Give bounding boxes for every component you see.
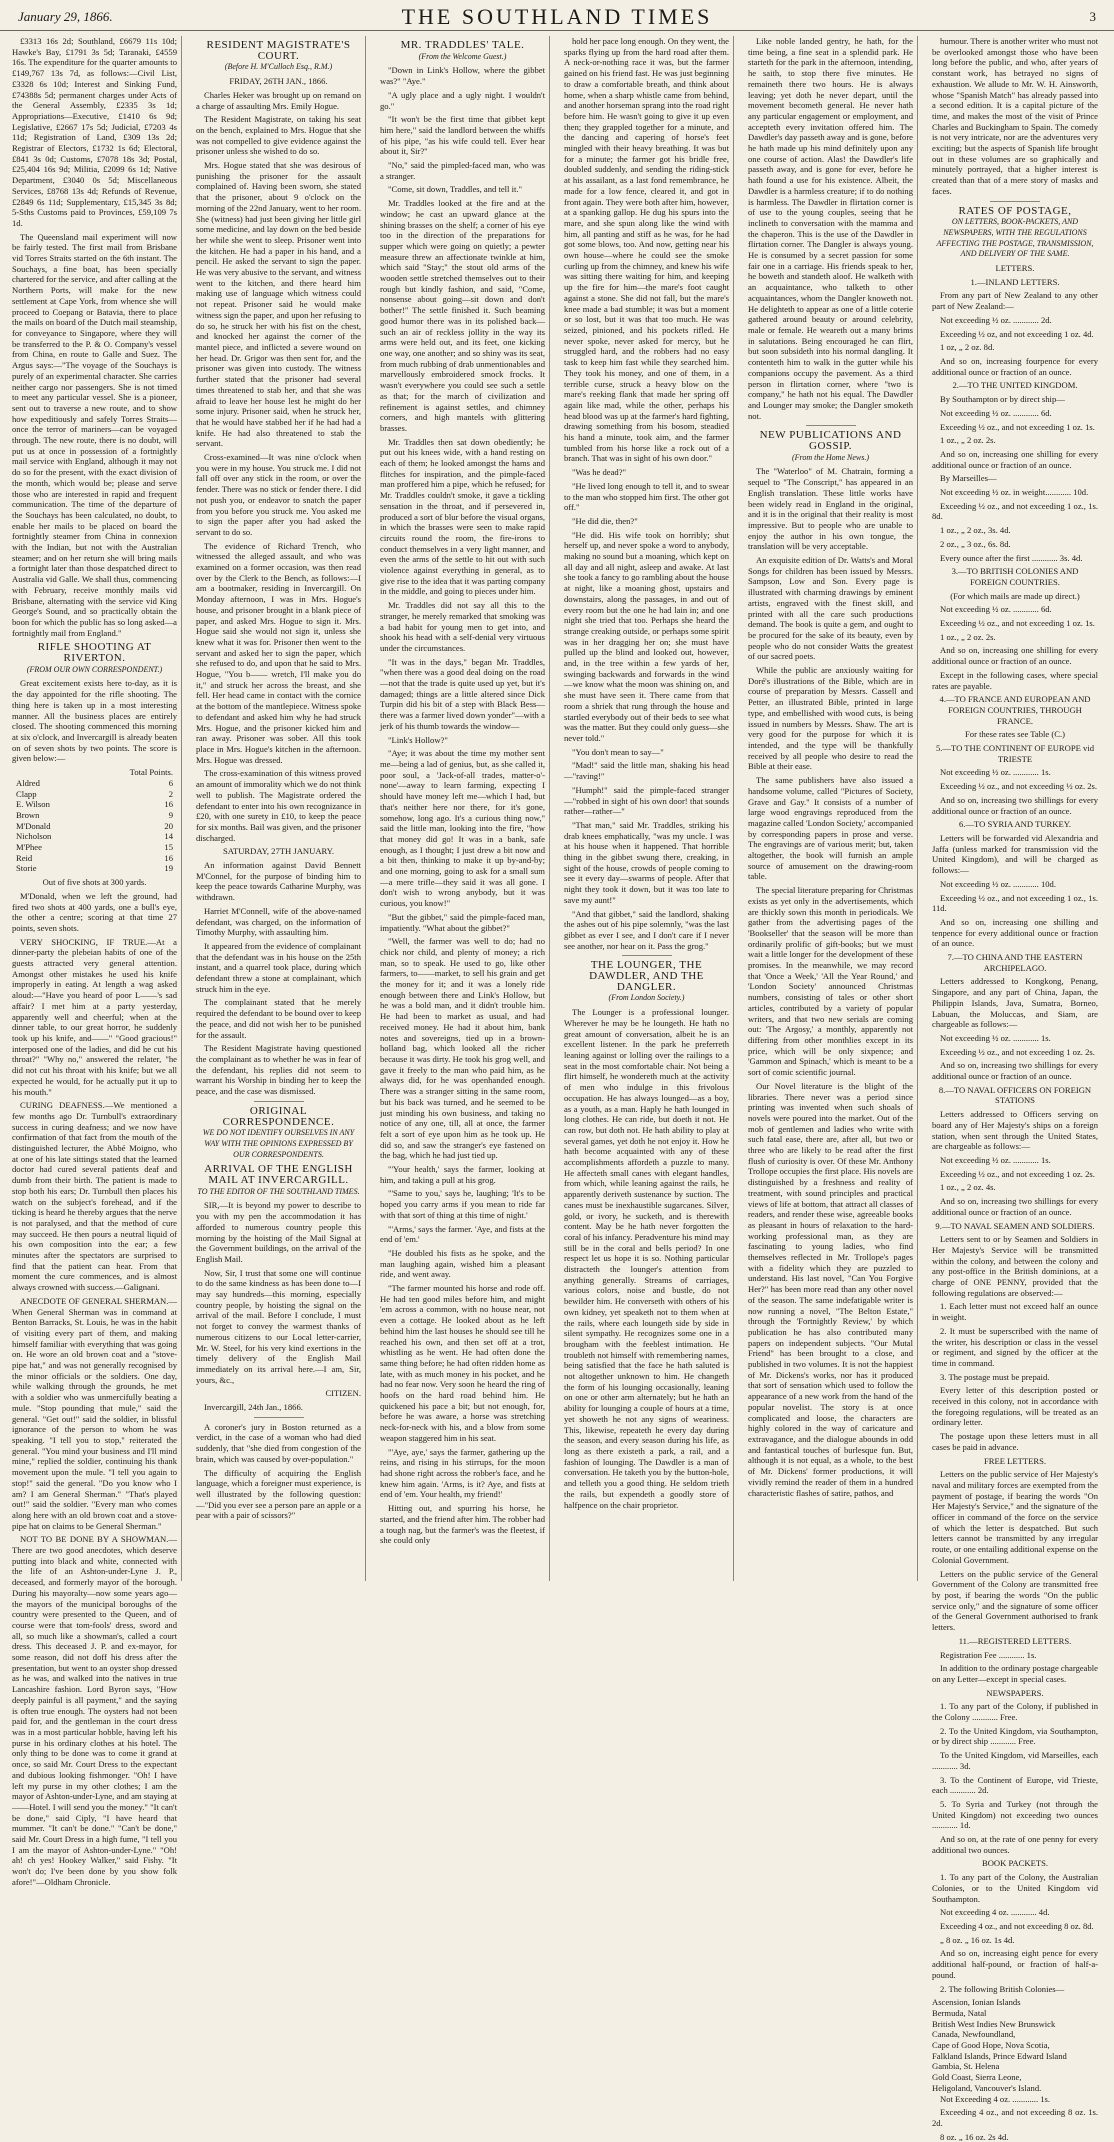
paragraph: Mr. Traddles did not say all this to the stranger, he merely remarked that smoking was a bad habit for young men to get into, and shook his head with a self-denial very virtuous under the circumstances.	[380, 600, 545, 653]
paragraph: "Aye; it was about the time my mother sent me—being a lad of genius, but, as she called it, poor soul, a 'Jack-of-all trades, matter-o'-none'—away to learn farming, expecting I should have money left me—which I had, but that's neither here nor there, for it's gone, somehow, long ago. It's a curious thing now," said the little man, looking into the fire, "how that money did go! It was in a bank, safe enough, as I thought; I just drew a bit now and a bit then, thinking to make it up by-and-by; and one morning, going to ask for a small sum—a mere trifle—they said it was all gone. I don't wish to wrong anybody, but it was curious, you know!"	[380, 748, 545, 909]
rate-line: 1 oz., „ 2 oz. 2s.	[940, 631, 996, 642]
masthead	[0, 0, 1114, 31]
paragraph: "'Arms,' says the farmer. 'Aye, and fists at the end of 'em.'	[380, 1223, 545, 1245]
rate-line: And so on, increasing two shillings for every additional ounce or fraction of an ounce.	[932, 1060, 1098, 1082]
paragraph: CURING DEAFNESS.—We mentioned a few months ago Dr. Turnbull's extraordinary success in curing deafness; and we now have confirmation of that fact from the mouth of the distinguished lecturer, the Abbé Moigno, who at one of his late sittings stated that the learned doctor had cured several patients deaf and dumb from their birth. The patient is made to stop both his ears; Dr. Turnbull then places his watch on the subject's forehead, and if the ticking is heard he thereby argues that the nerve is not paralysed, and that the method of cure may succeed. He then pours a neutral liquid of his own composition into the ear; a few minutes after the spectators are surprised to find that the patient can hear. From that moment the cure commences, and is almost always crowned with success.—Galignani.	[12, 1100, 177, 1293]
article-subheading: (From the Welcome Guest.)	[418, 51, 507, 61]
table-row: Reid 16	[16, 852, 173, 863]
rate-line: 3. The postage must be prepaid.	[940, 1371, 1050, 1382]
article-heading: MR. TRADDLES' TALE.	[400, 39, 525, 51]
article-heading: NEW PUBLICATIONS AND GOSSIP.	[759, 429, 902, 453]
paragraph: "'Same to you,' says he, laughing; 'It's to be hoped you carry arms if you mean to ride far with that sort of thing at this time of night.'	[380, 1188, 545, 1220]
rate-line: Registration Fee ............ 1s.	[940, 1649, 1037, 1660]
paragraph: The Resident Magistrate, on taking his seat on the bench, explained to Mrs. Hogue that she was not compelled to give evidence against the prisoner unless she wished to do so.	[196, 114, 361, 157]
subsection-heading: 6.—TO SYRIA AND TURKEY.	[959, 819, 1071, 830]
rate-line: By Southampton or by direct ship—	[940, 394, 1065, 405]
dateline: SATURDAY, 27TH JANUARY.	[222, 846, 335, 857]
paragraph: "And that gibbet," said the landlord, shaking the ashes out of his pipe solemnly, "was the last gibbet as ever I see, and I don't care if I never see another, nor hear on it. Pass the grog."	[564, 908, 729, 951]
list-item: Canada, Newfoundland,	[932, 2029, 1016, 2040]
letter-address: TO THE EDITOR OF THE SOUTHLAND TIMES.	[197, 1186, 360, 1196]
paragraph: ANECDOTE OF GENERAL SHERMAN.—When General Sherman was in command at Benton Barracks, St. Louis, he was in the habit of visiting every part of them, and making himself familiar with everything that was going on. He wore an old brown coat and a "stove-pipe hat," and was not generally recognised by the minor officials or the soldiers. One day, while walking through the grounds, he met with a soldier who was unmercifully beating a mule. "Stop pounding that mule," said the general. "Get out!" said the soldier, in blissful ignorance of the person to whom he was speaking. "I tell you to stop," reiterated the general. "You mind your business and I'll mind mine," replied the soldier, continuing his thank movement upon the mule. "I tell you again to stop!" said the general. "Do you know who I am? I am General Sherman." "That's played out!" said the soldier. "Every man who comes along here with an old brown coat and a stove-pipe hat on claims to be General Sherman."	[12, 1295, 177, 1531]
subsection-heading: 11.—REGISTERED LETTERS.	[958, 1635, 1072, 1646]
paragraph: An exquisite edition of Dr. Watts's and Moral Songs for children has been issued by Messrs. Sampson, Low and Son. Every page is illustrated with charming drawings by eminent artists, engraved with the finest skill, and printed with all the care such productions demand. The book is quite a gem, and ought to be procured for the sake of its beauty, even by people who do not consider Watts the greatest of our sacred poets.	[748, 555, 913, 662]
paragraph: Like noble landed gentry, he hath, for the time being, a fine seat in a splendid park. He starteth for the park in the afternoon, intending, he saith, to stop there five minutes. He remaineth there two hours. He is always leaving; yet doth he never depart, until the movement becometh general. He never hath any particular engagement or employment, and accepteth every invitation offered him. The Dawdler's day passeth away and is gone, before he hath made up his mind definitely upon any one course of action. Alas! the Dawdler's life passeth away, and is gone for ever, before he hath found a use for his existence. Albeit, the Dawdler is a harmless creature; if to do nothing is harmless. The Dawdler in flirtation corner is of use to the young couples, seeing that he inclineth to conversation with the mamma and the chaperon. This is the use of the Dawdler in flirtation corner. The Dangler is always young. He is consumed by a secret passion for some fair one in a carriage. His friends speak to her, he boweth and standeth aloof. He walketh with an acquaintance, who talketh to other acquaintances, whom the Dangler knoweth not. He delighteth to appear as one of a little coterie gathered around beauty or around celebrity, male or female. He weareth out a many brims in salutations. Being encouraged he can flirt, but soon subsideth into his normal dangling. It contenteth him to walk in the gutter while his companions occupy the pavement. As a third person in flirtation corner, where "two is company," he hath not his equal. The Dawdler and Lounger may smoke; the Dangler smoketh not.	[748, 36, 913, 421]
subsection-heading: 2.—TO THE UNITED KINGDOM.	[952, 380, 1078, 391]
rate-line: To the United Kingdom, vid Marseilles, each ............ 3d.	[932, 1750, 1098, 1771]
article-heading: RESIDENT MAGISTRATE'S COURT.	[206, 39, 351, 62]
rate-line: Letters sent to or by Seamen and Soldiers in Her Majesty's Service will be transmitted within the colony, and between the colony and any post-office in the British dominions, at a charge of ONE PENNY, provided that the following regulations are observed:—	[932, 1234, 1098, 1298]
rate-line: Not exceeding ½ oz. ............ 6d.	[940, 407, 1052, 418]
subsection-heading: FREE LETTERS.	[983, 1455, 1047, 1466]
paragraph: The complainant stated that he merely required the defendant to be bound over to keep the peace, and did not wish her to be punished for the assault.	[196, 997, 361, 1040]
paragraph: The same publishers have also issued a handsome volume, called "Pictures of Society, Grave and Gay." It consists of a number of large wood engravings reproduced from the magazine called 'London Society,' accompanied by corresponding papers in prose and verse. The engravings are of various merit; but, taken altogether, the book will furnish an ample source of amusement on the drawing-room table.	[748, 775, 913, 882]
list-item: British West Indies New Brunswick	[932, 2018, 1056, 2029]
paragraph: "He lived long enough to tell it, and to swear to the man who stopped him first. The other got off."	[564, 480, 729, 513]
table-row: Clapp 2	[16, 788, 173, 799]
divider	[254, 1417, 304, 1418]
rate-line: Exceeding ½ oz., and not exceeding 1 oz. 2s.	[940, 1168, 1095, 1179]
paragraph: "The farmer mounted his horse and rode off. He had ten good miles before him, and might 'em across a common, with no house near, not even a cottage. He looked about as he left behind him the last houses he should see till he reached his own, and then set off at a trot, whistling as he went. He had often done the same thing before; he had often ridden home as late, with as much money in his pocket, and he had no fear now. Very soon he heard the ring of hoofs on the hard road behind him. He quickened his pace a bit; but not enough, for, before he was aware, a horse was stretching neck-for-neck with his, and a blow from some weapon staggered him in his seat.	[380, 1283, 545, 1443]
rate-line: Not exceeding ½ oz. ............ 1s.	[940, 1154, 1051, 1165]
rate-line: Exceeding ½ oz., and not exceeding ½ oz. 2s.	[940, 781, 1098, 792]
paragraph: The Resident Magistrate having questioned the complainant as to whether he was in fear of the defendant, his replies did not seem to warrant his Worship in binding her to keep the peace, and the case was dismissed.	[196, 1043, 361, 1097]
rate-line: 1. To any part of the Colony, if published in the Colony ............ Free.	[932, 1701, 1098, 1723]
divider	[622, 955, 672, 956]
rate-line: Not exceeding ½ oz. ............ 1s.	[940, 1032, 1051, 1043]
paragraph: Now, Sir, I trust that some one will continue to do the same kindness as has been done to—I may say hundreds—this morning, especially country people, by hoisting the signal on the arrival of the mail. Before I conclude, I must not forget to convey the warmest thanks of numerous citizens to our Local letter-carrier, Mr. W. Steel, for his very kind exertions in the timely delivery of the English Mail immediately on its arrival here.—I am, Sir, yours, &c.,	[196, 1267, 361, 1385]
table-row: Brown 9	[16, 809, 173, 820]
paragraph: "No," said the pimpled-faced man, who was a stranger.	[380, 160, 545, 181]
rate-line: For these rates see Table (C.)	[965, 729, 1065, 740]
rate-line: 3. To the Continent of Europe, vid Trieste, each ............ 2d.	[932, 1774, 1098, 1796]
rate-line: Exceeding ½ oz., and not exceeding 1 oz., 1s. 8d.	[932, 500, 1098, 522]
rate-line: 8 oz. „ 16 oz. 2s 4d.	[940, 2131, 1009, 2142]
rate-line: Every letter of this description posted or received in this colony, not in accordance with the foregoing regulations, will be treated as an ordinary letter.	[932, 1385, 1098, 1428]
disclaimer: WE DO NOT IDENTIFY OURSELVES IN ANY WAY WITH THE OPINIONS EXPRESSED BY OUR CORRESPONDENTS.	[202, 1128, 355, 1159]
paragraph: It appeared from the evidence of complainant that the defendant was in his house on the 25th instant, and a quarrel took place, during which defendant threw a stone at complainant, which struck him in the eye.	[196, 940, 361, 994]
subsection-heading: NEWSPAPERS.	[986, 1687, 1044, 1698]
column-6	[932, 36, 1102, 2142]
subsection-heading: 7.—TO CHINA AND THE EASTERN ARCHIPELAGO.	[947, 952, 1083, 973]
article-heading: RIFLE SHOOTING AT RIVERTON.	[37, 641, 152, 665]
paragraph: Charles Heker was brought up on remand on a charge of assaulting Mrs. Emily Hogue.	[196, 89, 361, 111]
rate-line: 2. To the United Kingdom, via Southampton, or by direct ship ............ Free.	[932, 1725, 1098, 1747]
rate-line: In addition to the ordinary postage chargeable on any Letter—except in special cases.	[932, 1663, 1098, 1684]
paragraph: "'Your health,' says the farmer, looking at him, and taking a pull at his grog.	[380, 1164, 545, 1185]
article-subheading: (From London Society.)	[608, 993, 685, 1003]
rate-line: Letters will be forwarded vid Alexandria and Jaffa (unless marked for transmission vid the United Kingdom), and will be charged as follows:—	[932, 833, 1098, 876]
rate-line: 1. To any part of the Colony, the Australian Colonies, or to the United Kingdom vid Southampton.	[932, 1872, 1098, 1904]
table-row: M'Phee 15	[16, 842, 173, 853]
paragraph: Cross-examined—It was nine o'clock when you were in my house. You struck me. I did not fall off over any stick in the room, or over the fender. There was no stick or fender there. I did not push you, or endeavor to snatch the paper from you before you struck me. You asked me to sign the paper after you had asked the servant to do so.	[196, 452, 361, 537]
paragraph: Mrs. Hogue stated that she was desirous of punishing the prisoner for the assault complained of. Having been sworn, she stated that the prisoner, about 9 o'clock on the morning of the 22nd January, went to her room. She (witness) had just been giving her little girl some medicine, and lay down on the bed beside her while she went to sleep. Prisoner went into the kitchen. He had a paper in his hand, and a pencil. He asked the servant to sign the paper. He was very abusive to the servant, and witness went to the kitchen, and there heard him making use of language which witness could not repeat. Prisoner said he would make witness sign the paper, and upon her refusing to do so, he struck her with his fist on the chest, and knocked her against the corner of the mantel piece, and inflicted a severe wound on her head. Dr. Grigor was then sent for, and the prisoner was given into custody. The witness further stated that the prisoner had several times threatened to stab her, and that she was afraid to leave her house lest he might do her some injury. Prisoner said, when he struck her, that he would have stabbed her if he had had a knife. He had also threatened to stab the servant.	[196, 160, 361, 449]
rate-line: And so on, increasing eight pence for every additional half-pound, or fraction of half-a-pound.	[932, 1948, 1098, 1980]
article-heading: THE LOUNGER, THE DAWDLER, AND THE DANGLER.	[589, 959, 704, 993]
paragraph: "Come, sit down, Traddles, and tell it."	[388, 184, 523, 195]
rate-line: 1. Each letter must not exceed half an ounce in weight.	[932, 1301, 1098, 1323]
subsection-heading: 3.—TO BRITISH COLONIES AND FOREIGN COUNTRIES.	[951, 566, 1079, 587]
rate-line: And so on, increasing two shillings for every additional ounce or fraction of an ounce.	[932, 1196, 1098, 1217]
divider	[990, 201, 1040, 202]
article-subheading: ON LETTERS, BOOK-PACKETS, AND NEWSPAPERS, WITH THE REGULATIONS AFFECTING THE POSTAGE, TRANSMISSION, AND DELIVERY OF THE SAME.	[936, 217, 1094, 259]
rate-line: And so on, increasing one shilling and tenpence for every additional ounce or fraction of an ounce.	[932, 916, 1098, 949]
paragraph: The difficulty of acquiring the English language, which a foreigner must experience, is well illustrated by the following question:—"Did you ever see a person pare an apple or a pear with a pair of scissors?"	[196, 1467, 361, 1521]
rate-line: 1 oz., „ 2 oz., 3s. 4d.	[940, 525, 1011, 536]
rate-line: 1 oz., „ 2 oz. 4s.	[940, 1182, 996, 1193]
paragraph: "A ugly place and a ugly night. I wouldn't go."	[380, 89, 545, 111]
rate-line: Not exceeding ½ oz. ............ 10d.	[940, 878, 1056, 889]
rate-line: 2 oz., „ 3 oz., 6s. 8d.	[940, 538, 1011, 549]
column-2	[196, 36, 366, 1581]
rate-line: Not exceeding ½ oz. in weight............ 10d.	[940, 487, 1089, 498]
paragraph: "Well, the farmer was well to do; had no chick nor child, and plenty of money; a rich man, so to speak. He used to go, like other farmers, to——market, to sell his grain and get the money for it; and it was a lonely ride enough between there and Link's Hollow, but he was a bold man, and it didn't trouble him. He had been to market as usual, and had received money. He had it about him, bank notes and sovereigns, tied up in a brown-holland bag, which looked all the richer because it was dirty. He took his grog well, and gave it freely to the man who paid him, as he always did, for he was openhanded enough. There was a stranger sitting in the same room, but his back was turned, and he seemed to be just minding his own business, and taking no notice of any one, till, all at once, the farmer felt a sort of eye upon him as he took up. He did so, and saw the stranger's eye fastened on the bag, which he had just tied up.	[380, 936, 545, 1161]
rate-line: Letters addressed to Kongkong, Penang, Singapore, and any part of China, Japan, the Philippin Islands, Java, Sumatra, Borneo, Labuan, the Moluccas, and Siam, are chargeable as follows:—	[932, 976, 1098, 1030]
columns	[12, 36, 1102, 2142]
paragraph: "He did. His wife took on horribly; shut herself up, and never spoke a word to anybody, making no sound but a moaning, which kept on all day and all night, asleep and awake. At last she took a fancy to go rambling about the house at night, like a moaning ghost, upstairs and downstairs, along the passages, in and out of every room but the one he had lain in; and one night she tried that too. Perhaps she heard the strange creaking outside, or perhaps some spirit was in her dragging her on; she must have pulled up the blind and looked out, however, and, in the tree within a few yards of her, swinging backwards and forwards in the wind—we know what the moon was shining on, and she must have seen it. There came from that room a shriek that rung through the house and startled everybody out of their beds to see what was the matter. But they could only guess—she never told."	[564, 529, 729, 743]
list-item: Falkland Islands, Prince Edward Island	[932, 2050, 1067, 2061]
rate-line: Exceeding ½ oz., and not exceeding 1 oz. 2s.	[940, 1046, 1095, 1057]
rate-line: Not exceeding ½ oz. ............ 6d.	[940, 604, 1052, 615]
score-note: Out of five shots at 300 yards.	[42, 877, 147, 888]
rate-line: Exceeding ½ oz., and not exceeding 1 oz., 1s. 11d.	[932, 892, 1098, 914]
paragraph: Mr. Traddles then sat down obediently; he put out his knees wide, with a hand resting on each of them; he looked amongst the hams and flitches for inspiration, and the pimple-faced man proffered him a pipe, which he refused; for Mr. Traddles couldn't smoke, it gave a tickling sensation in the throat, and if persevered in, produced a sort of blur before the visual organs, in which the brasses were seen to make rapid circuits round the room, the fire-irons to conduct themselves in a very light manner, and even the arms of the settle to hit out with such violence against everything in general, as to give rise to the idea that it was parting company in the middle, and going to pieces under him.	[380, 436, 545, 597]
list-item: Gold Coast, Sierra Leone,	[932, 2072, 1022, 2083]
letter-place-date: Invercargill, 24th Jan., 1866.	[204, 1402, 303, 1413]
rate-line: Exceeding 4 oz., and not exceeding 8 oz. 1s. 2d.	[932, 2107, 1098, 2128]
newspaper-title: THE SOUTHLAND TIMES	[401, 4, 713, 29]
divider	[254, 1101, 304, 1102]
rate-line: 2. The following British Colonies—	[940, 1983, 1065, 1994]
column-3	[380, 36, 550, 1581]
rate-line: (For which mails are made up direct.)	[950, 590, 1080, 601]
paragraph: Hitting out, and spurring his horse, he started, and the friend after him. The robber had a tough nag, but the farmer's was the fleetest, if she could only	[380, 1503, 545, 1546]
subsection-heading: 1.—INLAND LETTERS.	[970, 276, 1060, 287]
table-row: Aldred 6	[16, 777, 173, 788]
rate-line: And so on, increasing fourpence for every additional ounce or fraction of an ounce.	[932, 355, 1098, 377]
paragraph: Great excitement exists here to-day, as it is the day appointed for the rifle shooting. The thing here is taken up in a most interesting manner. All the business places are entirely closed. The shooting commenced this morning at six o'clock, and Invercargill is already beaten on of seven shots by two points. The score is given below:—	[12, 678, 177, 764]
rate-line: From any part of New Zealand to any other part of New Zealand:—	[932, 290, 1098, 312]
paragraph: "He did die, then?"	[572, 515, 638, 526]
paragraph: "It was in the days," began Mr. Traddles, "when there was a good deal doing on the road—not that the trade is quite used up yet, but it's damaged; things are a little altered since Dick Turpin did his bit of a step with Black Bess—there was a farmer lived down yonder"—with a jerk of his thumb towards the window—	[380, 656, 545, 731]
paragraph: The special literature preparing for Christmas exists as yet only in the advertisements, which are thickly sown this month in periodicals. We gather from the advertising pages of the 'Bookseller' that the season will be more than ordinarily prolific of gift-books; but we must wait a little longer for the development of these promises. In the meanwhile, we may record that 'Once a Week,' 'All the Year Round,' and 'London Society' announced Christmas numbers, consisting of tales or other short articles, contributed by a variety of popular writers, and that two new serials are coming out: 'The Argosy,' a monthly, apparently not differing from other monthlies except in its price, which will be only sixpence; and 'Gammon and Spinach,' which is meant to be a sort of comic scientific journal.	[748, 885, 913, 1078]
table-row: Nicholson 14	[16, 831, 173, 842]
paragraph: humour. There is another writer who must not be overlooked amongst those who have been long before the public, and who, after years of constant work, has betrayed no signs of exhaustion. We allude to Mr. W. H. Ainsworth, whose "Spanish Match" has already passed into a second edition. It is a capital picture of the time, and makes the most of the visit of Prince Charles and Buckingham to Spain. The comedy is not very intricate, nor are the adventures very exciting; but the aspects of Spanish life brought out in these volumes are so graphically and minutely portrayed, that a higher interest is created than that of a mere story of masks and faces.	[932, 36, 1098, 196]
list-item: Heligoland, Vancouver's Island.	[932, 2082, 1042, 2093]
subsection-heading: 8.—TO NAVAL OFFICERS ON FOREIGN STATIONS	[938, 1084, 1092, 1106]
score-header: Total Points.	[129, 767, 173, 778]
rate-line: Letters on the public service of Her Majesty's naval and military forces are exempted from the payment of postage, if bearing the words "On Her Majesty's Service," and the signature of the officer in command of the force on the service of which the letter is despatched. But such letters cannot be transmitted by any irregular route, or one entailing additional expense on the Colonial Government.	[932, 1469, 1098, 1565]
paragraph: The Lounger is a professional lounger. Wherever he may be he loungeth. He hath no great amount of conversation, albeit he is an excellent listener. In the park he preferreth leaning against or lolling over the railings to a seat in the most comfortable chair. Not being a flirt himself, he wondereth much at the activity of men who indulge in this frivolous occupation. He has always lounged—as a boy, as a youth, as a man. Haply he hath lounged in long clothes. He can ride, but doeth it not. He can row, but doth not. He hath ability to play at several games, yet doth he not enjoy it. How he hath become acquainted with any of these accomplishments affordeth a puzzle to many. He affecteth small canes with elegant handles, from which, while leaning against the rails, he apparently deriveth sustenance by suction. The canes must be inexhaustible sugarcanes. Silver, gold, or ivory, he sucketh, and is therewith content. May be he hath never forgotten the coral of his infancy. Peradventure his mind may still be in the coral and bells period? In one respect let us hope it is so. Nothing particular distracteth the lounger's attention from anything generally. Streams of carriages, various colors, noise and bustle, do not bewilder him. He converseth with others of his own kidney, yet speaketh not to them when at the rails, where each loungeth side by side in silent sympathy. He recognizes some one in a brougham with the feeblest intimation. He troubleth not himself with remembering names, being satisfied that the face he hath saluted is not altogether unknown to him. He changeth the form of his lounging occasionally, leaning on one or other arm alternately; but he hath an ability for lounging a couple of hours at a time, yet showeth he not any signs of weariness. This, likewise, repeateth he every day during the season, and every season during his life, as long as there existeth a park, a rail, and a fashion of lounging. The Dawdler is a man of conversation. He taketh you by the button-hole, and telleth you a good thing. He seldom trieth the rails, but expendeth a goodly store of halfpence on the chair proprietor.	[564, 1007, 729, 1510]
rate-line: 5. To Syria and Turkey (not through the United Kingdom) not exceeding two ounces ............ 1d.	[932, 1798, 1098, 1831]
table-row: M'Donald 20	[16, 820, 173, 831]
paragraph: VERY SHOCKING, IF TRUE.—At a dinner-party the plebeian habits of one of the guests attracted very general attention. Amongst other mistakes he used his knife improperly in eating. At length a wag asked aloud:—"Have you heard of poor L——'s sad affair? I met him at a party yesterday, apparently well and cheerful; when at the dinner table, to our great horror, he suddenly took up his knife, and——" "Good gracious!" interposed one of the ladies, and did he cut his throat?" "Why no," answered the relater, "he did not cut his throat with his knife; but we all expected he would, for he actually put it up to his mouth."	[12, 936, 177, 1097]
paragraph: "He doubled his fists as he spoke, and the man laughing again, wished him a pleasant ride, and went away.	[380, 1247, 545, 1280]
score-table	[12, 767, 177, 874]
paragraph: "You don't mean to say—"	[572, 746, 664, 757]
paragraph: The cross-examination of this witness proved an amount of immorality which we do not think well to publish. The Magistrate ordered the defendant to enter into his own recognizance in £20, with one surety in £10, to keep the peace for six months. Bail was given, and the prisoner discharged.	[196, 768, 361, 843]
rate-line: Not exceeding ½ oz. ............ 1s.	[940, 767, 1051, 778]
rate-line: „ 8 oz. „ 16 oz. 1s 4d.	[940, 1934, 1015, 1945]
rate-line: And so on, increasing one shilling for every additional ounce or fraction of an ounce.	[932, 448, 1098, 470]
list-item: Ascension, Ionian Islands	[932, 1997, 1021, 2008]
section-heading: ORIGINAL CORRESPONDENCE.	[222, 1104, 335, 1128]
article-heading: RATES OF POSTAGE,	[958, 204, 1072, 217]
paragraph: "But the gibbet," said the pimple-faced man, impatiently. "What about the gibbet?"	[380, 911, 545, 933]
paragraph: While the public are anxiously waiting for Doré's illustrations of the Bible, which are in course of preparation by Messrs. Cassell and Petter, an illustrated Bible, printed in large type, and embellished with wood cuts, is being issued in numbers by Messrs. Shaw. The art is very good for the purpose for which it is intended, and the type will be thankfully received by all people who desire to read the Bible at their ease.	[748, 665, 913, 772]
page-number: 3	[1089, 9, 1096, 24]
rate-line: And so on, at the rate of one penny for every additional two ounces.	[932, 1834, 1098, 1855]
paragraph: "That man," said Mr. Traddles, striking his drab knees emphatically, "was my uncle. I was at his house when it happened. That horrible thing in the gibbet swung there, creaking, in sight of the house, crowds of people coming to see it every day—swarms of people. After that night they took it down, but it was too late to save my aunt!"	[564, 819, 729, 905]
subsection-heading: BOOK PACKETS.	[981, 1858, 1049, 1869]
issue-date: January 29, 1866.	[18, 9, 113, 24]
paragraph: The evidence of Richard Trench, who witnessed the alleged assault, and who was examined on a former occasion, was then read over by the Clerk to the Bench, as follows:—I am a bootmaker, residing in Invercargill. On Monday afternoon, I was in Mrs. Hogue's house, and prisoner brought in a blank piece of paper, and asked Mrs. Hogue to sign it. Mrs. Hogue said she would not sign it, unless she knew what it was for. Prisoner then went to the servant and asked her to sign the paper, which she refused to do, and upon that he said to Mrs. Hogue, "You b—— wretch, I'll make you do it," and struck her across the breast, and she fell. Her head came in contact with the cornice at the bottom of the mantlepiece. Witness spoke to defendant and asked him why he had struck Mrs. Hogue, and the prisoner kicked him and ran away. Prisoner was sober. All this took place in Mrs. Hogue's kitchen in the afternoon. Mrs. Hogue was dressed.	[196, 540, 361, 765]
rate-line: Not exceeding ½ oz. ............ 2d.	[940, 314, 1052, 325]
column-1	[12, 36, 182, 1887]
paragraph: "'Aye, aye,' says the farmer, gathering up the reins, and rising in his stirrups, for the moon had shone right across the robber's face, and he knew him again. 'Arms, is it? Aye, and fists at end of 'em. Your health, my friend!'	[380, 1446, 545, 1500]
article-subheading: (Before H. M'Culloch Esq., R.M.)	[224, 62, 333, 72]
subsection-heading: LETTERS.	[995, 263, 1035, 274]
paragraph: "Down in Link's Hollow, where the gibbet was?" "Aye."	[380, 65, 545, 87]
divider	[806, 425, 856, 426]
rate-line: 2. It must be superscribed with the name of the writer, his description or class in the vessel or regiment, and signed by the officer at the time in command.	[932, 1325, 1098, 1368]
list-item: Cape of Good Hope, Nova Scotia,	[932, 2040, 1050, 2051]
paragraph: The "Waterloo" of M. Chatrain, forming a sequel to "The Conscript," has appeared in an English translation. These little works have been widely read in England in the original, and it is in the original that their reality is most impressive. But to people who are unable to enjoy the author in his own tongue, the translation will be very acceptable.	[748, 466, 913, 552]
paragraph: SIR,—It is beyond my power to describe to you with my pen the accommodation it has afforded to numerous country people this morning by the hoisting of the Mail Signal at the Government buildings, on the arrival of the English Mail.	[196, 1200, 361, 1264]
article-subheading: (FROM OUR OWN CORRESPONDENT.)	[26, 664, 163, 674]
rate-line: Exceeding ½ oz., and not exceeding 1 oz. 1s.	[940, 618, 1095, 629]
table-row: E. Wilson 16	[16, 799, 173, 810]
rate-line: And so on, increasing one shilling for every additional ounce or fraction of an ounce.	[932, 645, 1098, 667]
paragraph: "It won't be the first time that gibbet kept him here," said the landlord between the whiffs of his pipe, "as his wife could tell. Ever hear about it, Sir?"	[380, 114, 545, 157]
paragraph: NOT TO BE DONE BY A SHOWMAN.—There are two good anecdotes, which deserve putting into black and white, connected with the life of an Ashton-under-Lyne J. P., deceased, and formerly mayor of the borough. During his mayoralty—now some years ago—the mayors of the municipal boroughs of the country were presented to the Queen, and of course were that tom-fools' dress, sword and all, so much like a showman's, called a court dress. This deceased J. P. and ex-mayor, for some reason, did not doff his dress after the presentation, but went to an oyster shop dressed as he was, and walked into the natives in true Lancashire fashion. Lord Byron says, "How deeply painful is all payment," and the saying is often true enough. The oysters had not been paid for, and the gentleman in the court dress was in a most particular hobble, having left his purse in his ordinary clothes at his hotel. The only thing to be done was to come it grand at once, so said Mr. Court Dress to the expectant and dubious looking fishmonger. "Oh! I have left my purse in my other clothes; I am the mayor of Ashton-under-Lyne, and am staying at ——Hotel. I will send you the money." "It can't be done," said Ciply, "I have heard that mummer. "It can't be done." "Can't be done," said Mr. Court Dress in a high fume, "I tell you I am the mayor of Ashton-under-Lyne." "Oh! ah! ch yes! Hookey Walker," said Fishy. "It won't do; I've been done by you show folk afore!"—Oldham Chronicle.	[12, 1534, 177, 1887]
column-5	[748, 36, 918, 1581]
paragraph: A coroner's jury in Boston returned as a verdict, in the case of a woman who had died suddenly, that "she died from congestion of the brain, which was caused by over-population."	[196, 1421, 361, 1464]
article-heading: ARRIVAL OF THE ENGLISH MAIL AT INVERCARGILL.	[204, 1163, 353, 1187]
letter-signature: CITIZEN.	[325, 1388, 361, 1399]
paragraph: M'Donald, when we left the ground, had fired two shots at 400 yards, one a bull's eye, the other a centre; scoring at that time 27 points, seven shots.	[12, 890, 177, 933]
paragraph: "Humph!" said the pimple-faced stranger—"robbed in sight of his own door! that sounds rather—rather—"	[564, 784, 729, 817]
article-subheading: (From the Home News.)	[791, 452, 870, 462]
rate-line: Letters addressed to Officers serving on board any of Her Majesty's ships on a foreign station, when sent through the United States, are chargeable as follows:—	[932, 1109, 1098, 1152]
subsection-heading: 4.—TO FRANCE AND EUROPEAN AND FOREIGN COUNTRIES, THROUGH FRANCE.	[939, 694, 1091, 726]
rate-line: 1 oz, „ 2 oz. 8d.	[940, 342, 995, 353]
paragraph: "Was he dead?"	[572, 467, 627, 478]
paragraph: An information against David Bennett M'Connel, for the purpose of binding him to keep the peace towards Catharine Murphy, was withdrawn.	[196, 860, 361, 903]
dateline: FRIDAY, 26TH JAN., 1866.	[229, 76, 328, 87]
table-row: Storie 19	[16, 863, 173, 874]
paragraph: "Link's Hollow?"	[388, 734, 448, 745]
rate-line: Not Exceeding 4 oz. ............ 1s.	[940, 2093, 1051, 2104]
rate-line: Exceeding ½ oz., and not exceeding 1 oz. 1s.	[940, 421, 1095, 432]
rate-line: Except in the following cases, where special rates are payable.	[932, 669, 1098, 691]
rate-line: By Marseilles—	[940, 473, 997, 484]
paragraph: Harriet M'Connell, wife of the above-named defendant, was charged, on the information of Timothy Murphy, with assaulting him.	[196, 905, 361, 938]
rate-line: Exceeding ½ oz, and not exceeding 1 oz. 4d.	[940, 328, 1094, 339]
paragraph: hold her pace long enough. On they went, the sparks flying up from the hard road after them. A neck-or-nothing race it was, but the farmer gained on his friend fast. He was just beginning to draw a comfortable breath, and think about home, when a sharp whistle came from behind, and another horseman sprang into the road right before him. He wasn't going to give it up even then; they grappled together for a minute, and the dancing and capering of horse's feet mingled with their heavy breathing. It was but for a minute; the farmer got his bridle free, doubled suddenly, and sending the riding-stick at his assailant, as a last fond remembrance, he made for a low fence, cleared it, and got in front again. They were both after him, however, at a spanking gallop. He dug his spurs into the mare, and she spun along like the wind with him, all panting and stiff as he was, for he had got some blows, too. And now, getting near his own house—where he could see the smoke curling up from the chimney, and knew his wife was sitting there waiting for him, and keeping up the fire for him—the mare's foot caught against a stone. She did not fall, but the mare's knee made a bad stumble; it was but a moment or so lost, but it was that too much. He was seized, pinioned, and his pockets rifled. He never spoke, never asked for mercy, but he struggled hard, and the robbers had no easy task to keep him fast while they searched him. They took his money, and one of them, in a terrible curse, struck a heavy blow on the mare's reeking flank that made her spring off again like mad, while the other, perhaps his head blood was up at the farmer's hard fighting, drawing something from his bosom, steadied his hand a minute, took aim, and the farmer tumbled from his horse like a rock out of a branch. That was in sight of his own door."	[564, 36, 729, 464]
column-4	[564, 36, 734, 1581]
colonies-list	[932, 1997, 1098, 2093]
subsection-heading: 5.—TO THE CONTINENT OF EUROPE vid TRIESTE	[935, 743, 1095, 764]
paragraph: The Queensland mail experiment will now be fairly tested. The first mail from Brisbane vid Torres Straits started on the 6th instant. The Souchays, a fine boat, has been specially chartered for the service, and after calling at the Northern Ports, will make for the new settlement at Cape York, from whence she will proceed to Coepang or Batavia, there to place the mails on board of the Dutch mail steamship, for conveyance to Singapore, where they will be transferred to the P. & O. Company's vessel from China, en route to Galle and Suez. The Argus says:—"The voyage of the Souchays is purely of an experimental character. She carries neither cargo nor passengers. She is not timed to meet any particular vessel. She is a pioneer, sent out to traverse a new route, and to show how expeditiously and safely Torres Straits—once the terror of mariners—can be voyaged through. The new route, there is no doubt, will put us at once in possession of a fortnightly mail service with England, although it may not do so for the present, with the exact division of the month, which would be; please and serve those who are interested in rapid and frequent communication. The time of the departure of the Souchays has been calculated, no doubt, to enable her mails to be placed on board the fortnightly steamer from China in connexion with the Indian, but not with the Australian steamer; and on her return she will bring mails a fortnight later than those despatched direct to Australia vid Galle. We shall thus, commencing with February, receive monthly mails vid Brisbane, alternating with the service vid King George's Sound, and so practically obtain the boon for which the public has so long asked—a fortnightly mail from England."	[12, 231, 177, 638]
subsection-heading: 9.—TO NAVAL SEAMEN AND SOLDIERS.	[935, 1220, 1095, 1231]
paragraph: £3313 16s 2d; Southland, £6679 11s 10d; Hawke's Bay, £1791 3s 5d; Taranaki, £4559 16s. The expenditure for the quarter amounts to £149,767 13s 7d, as follows:—Civil List, £3328 6s 10d; Interest and Sinking Fund, £74388s 5d; permanent charges under Acts of the General Assembly, £2335 3s 1d; Appropriations—Executive, £1410 6s 9d; Legislative, £2667 17s 5d; Judicial, £7203 4s 11d; Registration of Land, £309 13s 2d; Registrar of Electors, £1732 1s 6d; Electoral, £841 3s 0d; Customs, £7078 18s 3d; Postal, £25,404 16s 9d; Militia, £2099 6s 1d; Native Department, £3040 0s 5d; Miscellaneous Services, £8768 13s 4d; Refunds of Revenue, £2849 6s 11d; Supplementary, £15,345 3s 8d; 5-Sths Customs paid to Provinces, £59,109 7s 1d.	[12, 36, 177, 228]
rate-line: 1 oz., „ 2 oz. 2s.	[940, 435, 996, 446]
rate-line: The postage upon these letters must in all cases be paid in advance.	[932, 1431, 1098, 1452]
rate-line: And so on, increasing two shillings for every additional ounce or fraction of an ounce.	[932, 794, 1098, 816]
list-item: Bermuda, Natal	[932, 2007, 987, 2018]
paragraph: "Mad!" said the little man, shaking his head—"raving!"	[564, 760, 729, 782]
list-item: Gambia, St. Helena	[932, 2061, 1000, 2072]
rate-line: Not exceeding 4 oz. ............ 4d.	[940, 1907, 1050, 1918]
paragraph: Mr. Traddles looked at the fire and at the window; he cast an upward glance at the shining brasses on the shelf; a corner of his eye too in the direction of the preparations for supper which were going on quietly; a pewter measure threw an affectionate twinkle at him, which said "Stay;" the stout old arms of the wooden settle stretched themselves out to their rough but kindly fashion, and said, "Come, nonsense about going—sit down and don't bother!" The settle finished it. Such beaming good humor there was in its polished back—such an air of reckless jollity in the way its arms were held out, and its feet, one kicking one way, one another; and so shiny was its seat, from much rubbing of drab unmentionables and marvellously embroidered smock frocks. It wasn't everywhere you could see such a settle as that; for the march of civilization and refinement is against settles, and chimney corners, and high mantels with glittering brasses.	[380, 198, 545, 433]
rate-line: Exceeding 4 oz., and not exceeding 8 oz. 8d.	[940, 1920, 1094, 1931]
rate-line: Letters on the public service of the General Government of the Colony are transmitted free by post, if bearing the words "On the public service only," and the signature of some officer of the General Government authorised to frank letters.	[932, 1568, 1098, 1633]
paragraph: Our Novel literature is the blight of the libraries. There never was a period since printing was invented when such shoals of novels were poured into the market. Out of the mob of gentlemen and ladies who write with such fatal ease, there are, after all, but two or three who are likely to be read after the first flush of curiosity is over. Of these Mr. Anthony Trollope occupies the first place. His novels are distinguished by a freshness and reality of treatment, with sound principles and practical views of life at bottom, that attract all classes of readers, and render these wise, agreeable books as pleasant in hours of relaxation to the hard-working professional man, as they are fascinating to young ladies, who find themselves reflected in Mr. Trollope's pages with a fidelity which they are puzzled to understand. His last novel, "Can You Forgive Her?" has been more read than any other novel of the season. The same indefatigable writer is now running a novel, "The Belton Estate," through the 'Fortnightly Review,' by which publication he has also contributed many papers on independent subjects. "Our Mutal Friend" has been brought to a close, and published in two volumes. It is not the happiest of Mr. Dickens's works, nor has it produced that sort of sensation which used to follow the appearance of a new work from the hand of the popular novelist. The story is at once complicated and loose, the characters are highly colored in the way of caricature and extravagance, and the dialogue abounds in odd and fantastical touches of burlesque fun. But, although it is not equal, as a whole, to the best of Mr. Dickens' former productions, it will vividly remind the reader of them in a hundred characteristic flashes of satire, pathos, and	[748, 1080, 913, 1498]
rate-line: Every ounce after the first ............ 3s. 4d.	[940, 552, 1083, 563]
